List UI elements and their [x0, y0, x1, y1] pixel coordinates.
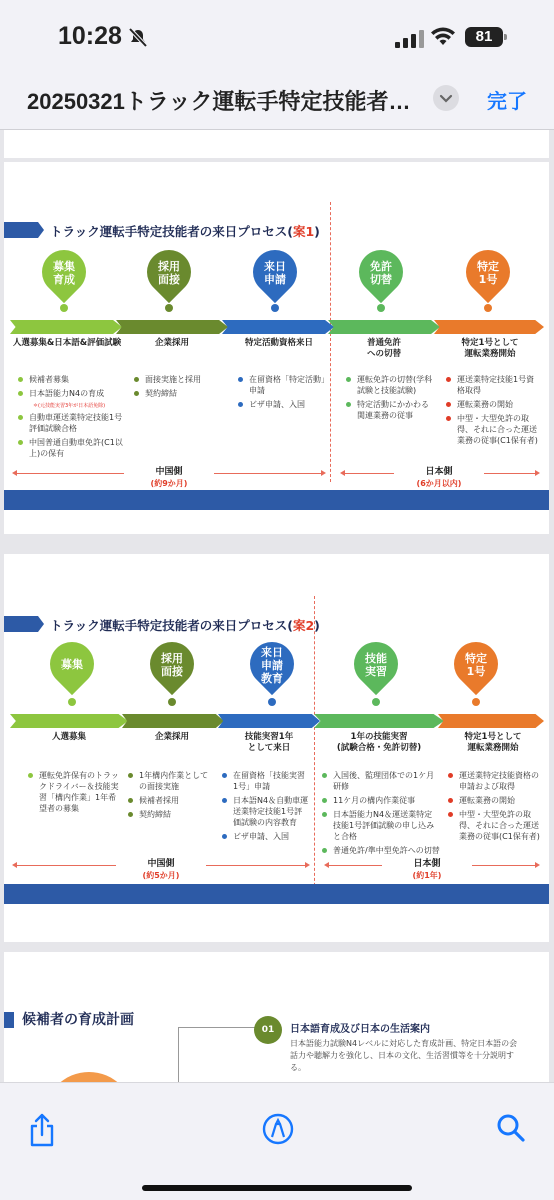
list-item: 自動車運送業特定技能1号評価試験合格 — [18, 412, 126, 434]
china-side-label: 中国側 (約9か月) — [124, 466, 214, 490]
step-description: 日本語能力試験N4レベルに対応した育成計画、特定日本語の会話力や聴解力を強化し、日本の文化、生活習慣等を十分説明する。 — [290, 1039, 518, 1072]
plan2-col5 — [448, 770, 544, 845]
clock: 10:28 — [58, 22, 122, 50]
plan2-col4 — [322, 770, 440, 859]
list-item: 運転免許の切替(学科試験と技能試験) — [346, 374, 436, 396]
stage-label: 企業採用 — [154, 732, 189, 742]
list-item: ビザ申請、入国 — [238, 399, 326, 410]
stage-label: 技能実習1年 として来日 — [244, 732, 294, 753]
plan1-col2 — [134, 374, 226, 402]
pin-label: 特定 1号 — [477, 260, 499, 286]
timeline-segment — [314, 714, 444, 728]
page-training-plan — [4, 952, 549, 1082]
timeline-segment — [122, 714, 224, 728]
list-item: 日本語N4＆自動車運送業特定技能1号評価試験の内容教育 — [222, 795, 310, 828]
pin-label: 特定 1号 — [465, 652, 487, 678]
battery-indicator: 81 — [465, 27, 503, 47]
wifi-icon — [430, 27, 456, 47]
pin-label: 技能 実習 — [365, 652, 387, 678]
timeline-segment — [328, 320, 440, 334]
pin-label: 免許 切替 — [370, 260, 392, 286]
list-item: 特定活動にかかわる関連業務の従事 — [346, 399, 436, 421]
list-item: 日本語能力N4の育成 — [18, 388, 126, 399]
stage-label: 企業採用 — [154, 338, 189, 348]
list-item: 面接実施と採用 — [134, 374, 226, 385]
list-item: 候補者採用 — [128, 795, 216, 806]
timeline-dot — [372, 698, 380, 706]
timeline-dot — [268, 698, 276, 706]
share-icon[interactable] — [28, 1113, 56, 1147]
plan2-col1 — [28, 770, 124, 817]
chevron-down-icon — [433, 85, 459, 111]
list-item: 運送業特定技能資格の申請および取得 — [448, 770, 544, 792]
timeline-dot — [60, 304, 68, 312]
plan2-title: トラック運転手特定技能者の来日プロセス(案2) — [50, 618, 320, 633]
plan1-title: トラック運転手特定技能者の来日プロセス(案1) — [50, 224, 320, 239]
list-item: 1年構内作業としての面接実施 — [128, 770, 216, 792]
list-item: 在留資格「特定活動」申請 — [238, 374, 326, 396]
timeline-segment — [116, 320, 228, 334]
pin-label: 採用 面接 — [161, 652, 183, 678]
list-item: 中型・大型免許の取得、それに合った運送業務の従事(C1保有者) — [446, 413, 542, 446]
page-previous — [4, 130, 549, 158]
list-item: 契約締結 — [134, 388, 226, 399]
timeline-dot — [68, 698, 76, 706]
plan1-col1 — [18, 374, 126, 462]
timeline-segment — [434, 320, 544, 334]
plan3-title: 候補者の育成計画 — [22, 1012, 134, 1028]
document-title[interactable]: 20250321トラック運転手特定技能者… — [27, 89, 411, 114]
list-item: 運転業務の開始 — [448, 795, 544, 806]
plan2-col3 — [222, 770, 310, 845]
china-side-label: 中国側 (約5か月) — [116, 858, 206, 882]
stage-label: 1年の技能実習 (試験合格・免許切替) — [336, 732, 422, 753]
plan2-col2 — [128, 770, 216, 823]
timeline-segment — [218, 714, 320, 728]
slide-footer-bar — [4, 490, 549, 510]
cellular-signal-icon — [395, 30, 425, 48]
list-item: 運転免許保有のトラックドライバー＆技能実習「構内作業」1年希望者の募集 — [28, 770, 124, 814]
japan-side-label: 日本側 (6か月以内) — [394, 466, 484, 490]
list-item: 契約締結 — [128, 809, 216, 820]
list-item: 11ケ月の構内作業従事 — [322, 795, 440, 806]
title-menu-button[interactable] — [433, 85, 459, 111]
list-item: 運転業務の開始 — [446, 399, 542, 410]
timeline-dot — [168, 698, 176, 706]
pin-label: 来日 申請 — [264, 260, 286, 286]
markup-pen-icon[interactable] — [262, 1113, 294, 1145]
note-text: ＊(元技能実習3年が日本語免除) — [33, 403, 106, 409]
list-item: 在留資格「技能実習1号」申請 — [222, 770, 310, 792]
title-marker — [4, 1012, 14, 1028]
timeline-segment — [438, 714, 544, 728]
list-item: 運送業特定技能1号資格取得 — [446, 374, 542, 396]
document-viewer[interactable] — [0, 130, 554, 1082]
decorative-circle — [44, 1072, 134, 1082]
done-button[interactable]: 完了 — [487, 89, 527, 113]
timeline-segment — [222, 320, 334, 334]
page-plan-2 — [4, 554, 549, 942]
pin-label: 採用 面接 — [158, 260, 180, 286]
connector-line — [178, 1027, 258, 1028]
title-marker — [4, 616, 44, 632]
step-number-badge: 01 — [254, 1016, 282, 1044]
list-item: 候補者募集 — [18, 374, 126, 385]
bell-muted-icon — [128, 28, 148, 48]
plan1-col5 — [446, 374, 542, 449]
timeline-dot — [484, 304, 492, 312]
status-bar — [0, 0, 554, 72]
timeline-dot — [165, 304, 173, 312]
stage-label: 人選募集&日本語&評価試験 — [12, 338, 122, 348]
timeline-dot — [377, 304, 385, 312]
document-nav-bar — [0, 72, 554, 130]
timeline-dot — [472, 698, 480, 706]
bottom-toolbar — [0, 1082, 554, 1200]
pin-label: 募集 育成 — [53, 260, 75, 286]
list-item: 普通免許/準中型免許への切替 — [322, 845, 440, 856]
plan1-col3 — [238, 374, 326, 413]
stage-label: 特定1号として 運転業務開始 — [464, 732, 522, 753]
stage-label: 特定活動資格来日 — [244, 338, 313, 348]
plan1-col4 — [346, 374, 436, 424]
timeline-segment — [10, 320, 122, 334]
search-icon[interactable] — [496, 1113, 526, 1143]
stage-label: 特定1号として 運転業務開始 — [461, 338, 519, 359]
timeline-dot — [271, 304, 279, 312]
timeline-segment — [10, 714, 128, 728]
list-item: 入国後、監理団体での1ケ月研修 — [322, 770, 440, 792]
list-item: ビザ申請、入国 — [222, 831, 310, 842]
connector-line — [178, 1027, 179, 1082]
slide-footer-bar — [4, 884, 549, 904]
list-item: 中型・大型免許の取得、それに合った運送業務の従事(C1保有者) — [448, 809, 544, 842]
list-item: 中国普通自動車免許(C1以上)の保有 — [18, 437, 126, 459]
home-indicator — [142, 1185, 412, 1191]
step-title: 日本語育成及び日本の生活案内 — [290, 1024, 430, 1035]
title-marker — [4, 222, 44, 238]
page-plan-1 — [4, 162, 549, 534]
stage-label: 人選募集 — [51, 732, 86, 742]
japan-side-label: 日本側 (約1年) — [382, 858, 472, 882]
pin-label: 来日 申請 教育 — [261, 646, 283, 685]
stage-label: 普通免許 への切替 — [366, 338, 401, 359]
pin-label: 募集 — [61, 658, 83, 671]
list-item: 日本語能力N4＆運送業特定技能1号評価試験の申し込みと合格 — [322, 809, 440, 842]
